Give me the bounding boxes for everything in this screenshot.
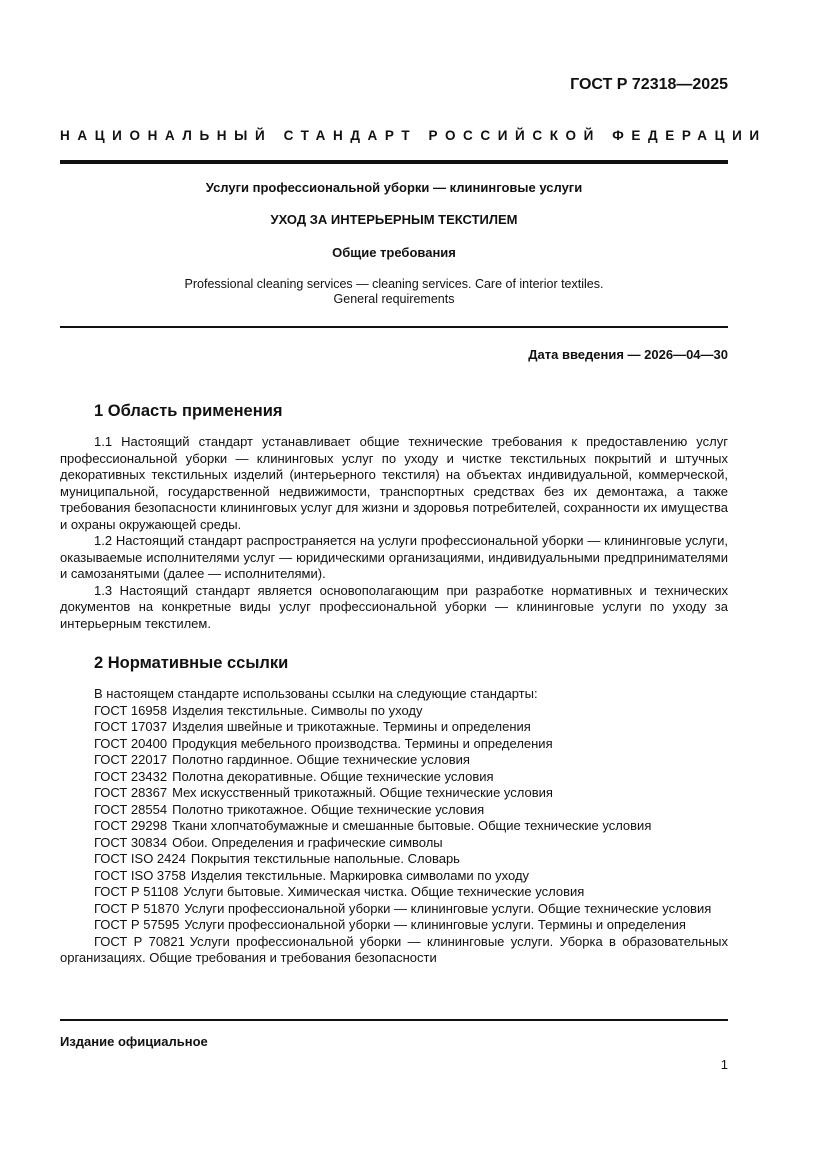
national-standard-heading: НАЦИОНАЛЬНЫЙ СТАНДАРТ РОССИЙСКОЙ ФЕДЕРАЦИИ (60, 128, 767, 143)
top-divider (60, 160, 728, 164)
paragraph-1-2: 1.2 Настоящий стандарт распространяется на услуги профессиональной уборки — клининговые услуги, оказываемые исполнителями услуг — юридическими организациями, индивидуальными предпринимателями и самозанятыми (далее — исполнителями). (60, 533, 728, 581)
title-line-1: Услуги профессиональной уборки — клининговые услуги (205, 180, 583, 195)
list-item: ГОСТ Р 70821 Услуги профессиональной уборки — клининговые услуги. Уборка в образовательных организациях. Общие требования и требования безопасности (60, 933, 728, 965)
section-1-title: 1 Область применения (94, 402, 283, 420)
english-title-line-1: Professional cleaning services — cleaning services. Care of interior textiles. (184, 277, 604, 291)
list-item: ГОСТ 23432 Полотна декоративные. Общие технические условия (94, 768, 494, 784)
list-item: ГОСТ Р 51108 Услуги бытовые. Химическая чистка. Общие технические условия (94, 884, 585, 899)
list-item: ГОСТ 28367 Мех искусственный трикотажный. Общие технические условия (94, 785, 553, 800)
list-item: ГОСТ 29298 Ткани хлопчатобумажные и смешанные бытовые. Общие технические условия (94, 818, 652, 833)
list-item: ГОСТ Р 51870 Услуги профессиональной уборки — клининговые услуги. Общие технические условия (94, 900, 712, 916)
list-item: ГОСТ 22017 Полотно гардинное. Общие технические условия (94, 752, 470, 767)
references-intro: В настоящем стандарте использованы ссылки на следующие стандарты: (94, 686, 538, 701)
list-item: ГОСТ Р 57595 Услуги профессиональной уборки — клининговые услуги. Термины и определения (94, 917, 686, 932)
page-number: 1 (720, 1057, 728, 1072)
list-item: ГОСТ 20400 Продукция мебельного производства. Термины и определения (94, 735, 553, 751)
list-item: ГОСТ ISO 2424 Покрытия текстильные напольные. Словарь (94, 851, 460, 866)
english-title-line-2: General requirements (333, 292, 455, 306)
section-1-body (60, 434, 728, 632)
document-number: ГОСТ Р 72318—2025 (570, 76, 728, 93)
list-item: ГОСТ ISO 3758 Изделия текстильные. Маркировка символами по уходу (94, 867, 530, 883)
title-divider (60, 326, 728, 328)
list-item: ГОСТ 16958 Изделия текстильные. Символы по уходу (94, 702, 423, 718)
title-line-2: УХОД ЗА ИНТЕРЬЕРНЫМ ТЕКСТИЛЕМ (270, 212, 518, 227)
title-line-3: Общие требования (332, 245, 456, 260)
list-item: ГОСТ 30834 Обои. Определения и графические символы (94, 834, 443, 850)
official-edition-label: Издание официальное (60, 1034, 208, 1049)
effective-date: Дата введения — 2026—04—30 (528, 347, 728, 362)
references-list (60, 686, 728, 967)
list-item: ГОСТ 17037 Изделия швейные и трикотажные. Термины и определения (94, 719, 531, 734)
list-item: ГОСТ 28554 Полотно трикотажное. Общие технические условия (94, 801, 485, 817)
paragraph-1-1: 1.1 Настоящий стандарт устанавливает общие технические требования к предоставлению услуг профессиональной уборки — клининговых услуг по уходу и чистке текстильных покрытий и штучных декоративных текстильных изделий (интерьерного текстиля) на объектах индивидуальной, коммерческой, муниципальной, государственной недвижимости, транспортных средствах без их демонтажа, а также требования безопасности клининговых услуг для жизни и здоровья потребителей, сохранности их имущества и охраны окружающей среды. (60, 434, 728, 532)
section-2-title: 2 Нормативные ссылки (94, 654, 289, 672)
english-title (60, 277, 728, 307)
paragraph-1-3: 1.3 Настоящий стандарт является основополагающим при разработке нормативных и технических документов на конкретные виды услуг профессиональной уборки — клининговые услуги по уходу за интерьерным текстилем. (60, 582, 728, 631)
footer-divider (60, 1019, 728, 1021)
